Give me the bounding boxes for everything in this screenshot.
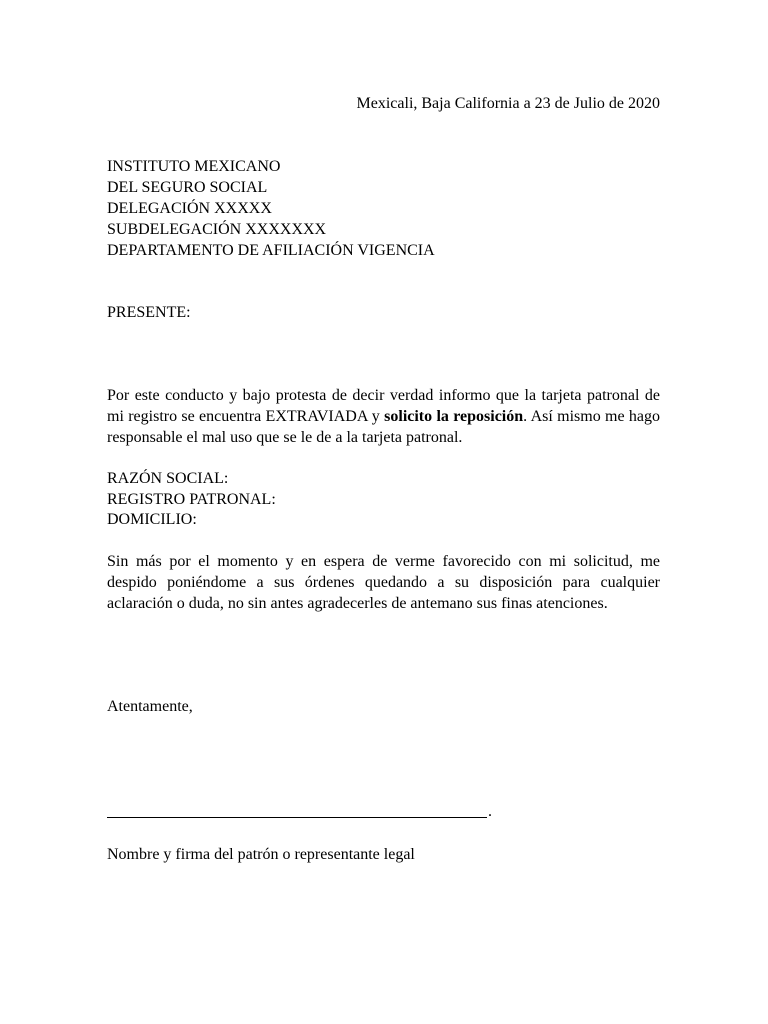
salutation: PRESENTE: — [107, 304, 191, 321]
date-line: Mexicali, Baja California a 23 de Julio de 2020 — [356, 95, 660, 112]
recipient-block — [107, 156, 435, 261]
recipient-line-3: DELEGACIÓN XXXXX — [107, 200, 272, 217]
closing: Atentamente, — [107, 698, 193, 715]
recipient-line-2: DEL SEGURO SOCIAL — [107, 179, 268, 196]
body-paragraph-1 — [107, 385, 660, 448]
fields-block — [107, 469, 276, 531]
recipient-line-4: SUBDELEGACIÓN XXXXXXX — [107, 221, 327, 238]
recipient-line-5: DEPARTAMENTO DE AFILIACIÓN VIGENCIA — [107, 242, 435, 259]
body-paragraph-1-text-start: Por este conducto y bajo protesta de decir verdad informo que la tarjeta patronal de mi registro se encuentra EXTRAVIADA y — [107, 387, 660, 425]
signature-line-dot: . — [488, 803, 492, 820]
body-paragraph-2: Sin más por el momento y en espera de verme favorecido con mi solicitud, me despido poniéndome a sus órdenes quedando a su disposición para cualquier aclaración o duda, no sin antes agradecerles de antemano sus finas atenciones. — [107, 553, 660, 612]
field-domicilio: DOMICILIO: — [107, 511, 197, 528]
signature-line — [107, 817, 487, 818]
body-paragraph-1-text-end: . Así mismo me hago responsable el mal uso que se le de a la tarjeta patronal. — [107, 408, 660, 446]
recipient-line-1: INSTITUTO MEXICANO — [107, 158, 281, 175]
signature-label: Nombre y firma del patrón o representante legal — [107, 846, 415, 863]
field-registro-patronal: REGISTRO PATRONAL: — [107, 490, 276, 508]
body-paragraph-1-bold-request: solicito la reposición — [384, 408, 524, 425]
field-razon-social: RAZÓN SOCIAL: — [107, 470, 229, 487]
